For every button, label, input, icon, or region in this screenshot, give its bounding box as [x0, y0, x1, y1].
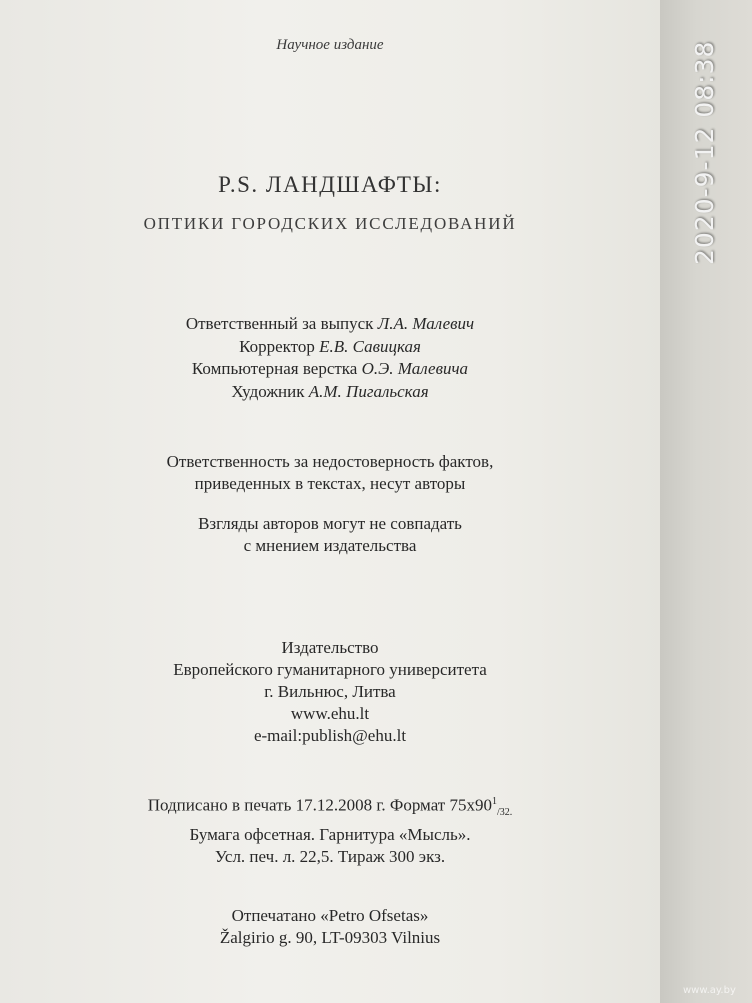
credit-line	[0, 358, 660, 381]
disclaimer-block	[0, 451, 660, 495]
photo-timestamp: 2020-9-12 08:38	[690, 40, 719, 265]
views-note-line: с мнением издательства	[243, 536, 417, 555]
header-label: Научное издание	[276, 37, 384, 53]
format-subscript: /32.	[497, 807, 513, 819]
views-note-line: Взгляды авторов могут не совпадать	[198, 514, 462, 533]
credit-name: А.М. Пигальская	[308, 381, 429, 401]
disclaimer-line: Ответственность за недостоверность фактов,	[166, 452, 494, 471]
printer-address: Žalgirio g. 90, LT-09303 Vilnius	[219, 928, 441, 947]
print-line	[0, 791, 660, 824]
printer-block	[0, 905, 660, 949]
views-note-block	[0, 513, 660, 557]
publisher-line: Европейского гуманитарного университета	[173, 660, 487, 679]
publisher-line: Издательство	[281, 638, 379, 657]
disclaimer-line: приведенных в текстах, несут авторы	[194, 474, 466, 493]
credit-role: Художник	[231, 381, 305, 401]
printer-line: Отпечатано «Petro Ofsetas»	[231, 906, 429, 925]
publisher-line: г. Вильнюс, Литва	[264, 682, 396, 701]
credit-line	[0, 336, 660, 359]
credit-name: Е.В. Савицкая	[319, 336, 421, 356]
print-line: Усл. печ. л. 22,5. Тираж 300 экз.	[214, 847, 446, 867]
publisher-block	[0, 637, 660, 747]
credit-line	[0, 381, 660, 404]
book-subtitle: ОПТИКИ ГОРОДСКИХ ИССЛЕДОВАНИЙ	[143, 214, 517, 233]
watermark: www.ay.by	[683, 985, 736, 996]
credit-name: О.Э. Малевича	[361, 359, 469, 378]
format-superscript: 1	[492, 796, 497, 807]
print-format: Подписано в печать 17.12.2008 г. Формат 75х90	[147, 795, 492, 815]
print-line: Бумага офсетная. Гарнитура «Мысль».	[189, 825, 471, 845]
credit-role: Компьютерная верстка	[191, 359, 358, 378]
credits-block	[0, 313, 660, 403]
publisher-email: e-mail:publish@ehu.lt	[253, 726, 407, 745]
credit-line	[0, 313, 660, 336]
credit-role: Корректор	[239, 336, 315, 356]
credit-name: Л.А. Малевич	[377, 314, 475, 333]
credit-role: Ответственный за выпуск	[185, 314, 374, 333]
print-info-block	[0, 791, 660, 868]
publisher-url: www.ehu.lt	[290, 704, 370, 723]
book-title: P.S. ЛАНДШАФТЫ:	[218, 172, 442, 197]
